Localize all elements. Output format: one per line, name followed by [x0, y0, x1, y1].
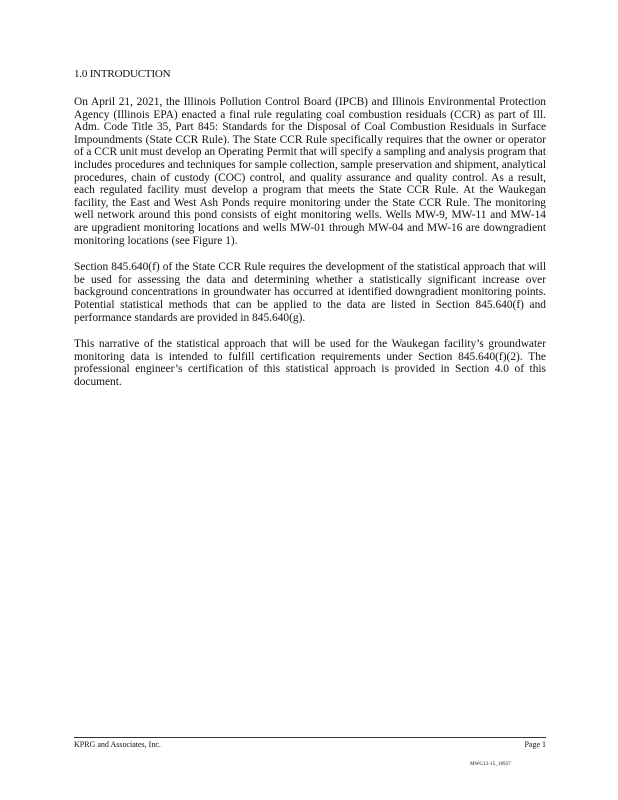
paragraph-certification: This narrative of the statistical approach that will be used for the Waukegan facility’s groundwater monitoring data is intended to fulfill certification requirements under Section 845.640(f)(2). The professional engineer’s certification of this statistical approach is provided in Section 4.0 of this document.	[74, 338, 546, 388]
section-heading: 1.0 INTRODUCTION	[74, 68, 171, 80]
paragraph-intro: On April 21, 2021, the Illinois Pollution Control Board (IPCB) and Illinois Environmental Protection Agency (Illinois EPA) enacted a final rule regulating coal combustion residuals (CCR) as part of Ill. Adm. Code Title 35, Part 845: Standards for the Disposal of Coal Combustion Residuals in Surface Impoundments (State CCR Rule). The State CCR Rule specifically requires that the owner or operator of a CCR unit must develop an Operating Permit that will specify a sampling and analysis program that includes procedures and techniques for sample collection, sample preservation and shipment, analytical procedures, chain of custody (COC) control, and quality assurance and quality control. As a result, each regulated facility must develop a program that meets the State CCR Rule. At the Waukegan facility, the East and West Ash Ponds require monitoring under the State CCR Rule. The monitoring well network around this pond consists of eight monitoring wells. Wells MW-9, MW-11 and MW-14 are upgradient monitoring locations and wells MW-01 through MW-04 and MW-16 are downgradient monitoring locations (see Figure 1).	[74, 96, 546, 247]
body-text	[74, 96, 546, 402]
paragraph-statistical-approach: Section 845.640(f) of the State CCR Rule requires the development of the statistical approach that will be used for assessing the data and determining whether a statistically significant increase over background concentrations in groundwater has occurred at identified downgradient monitoring points. Potential statistical methods that can be applied to the data are listed in Section 845.640(f) and performance standards are provided in 845.640(g).	[74, 261, 546, 324]
footer-company: KPRG and Associates, Inc.	[74, 740, 161, 749]
footer-divider	[74, 737, 546, 738]
document-code: MWG13-15_18927	[470, 762, 511, 767]
footer-page-number: Page 1	[524, 740, 546, 749]
